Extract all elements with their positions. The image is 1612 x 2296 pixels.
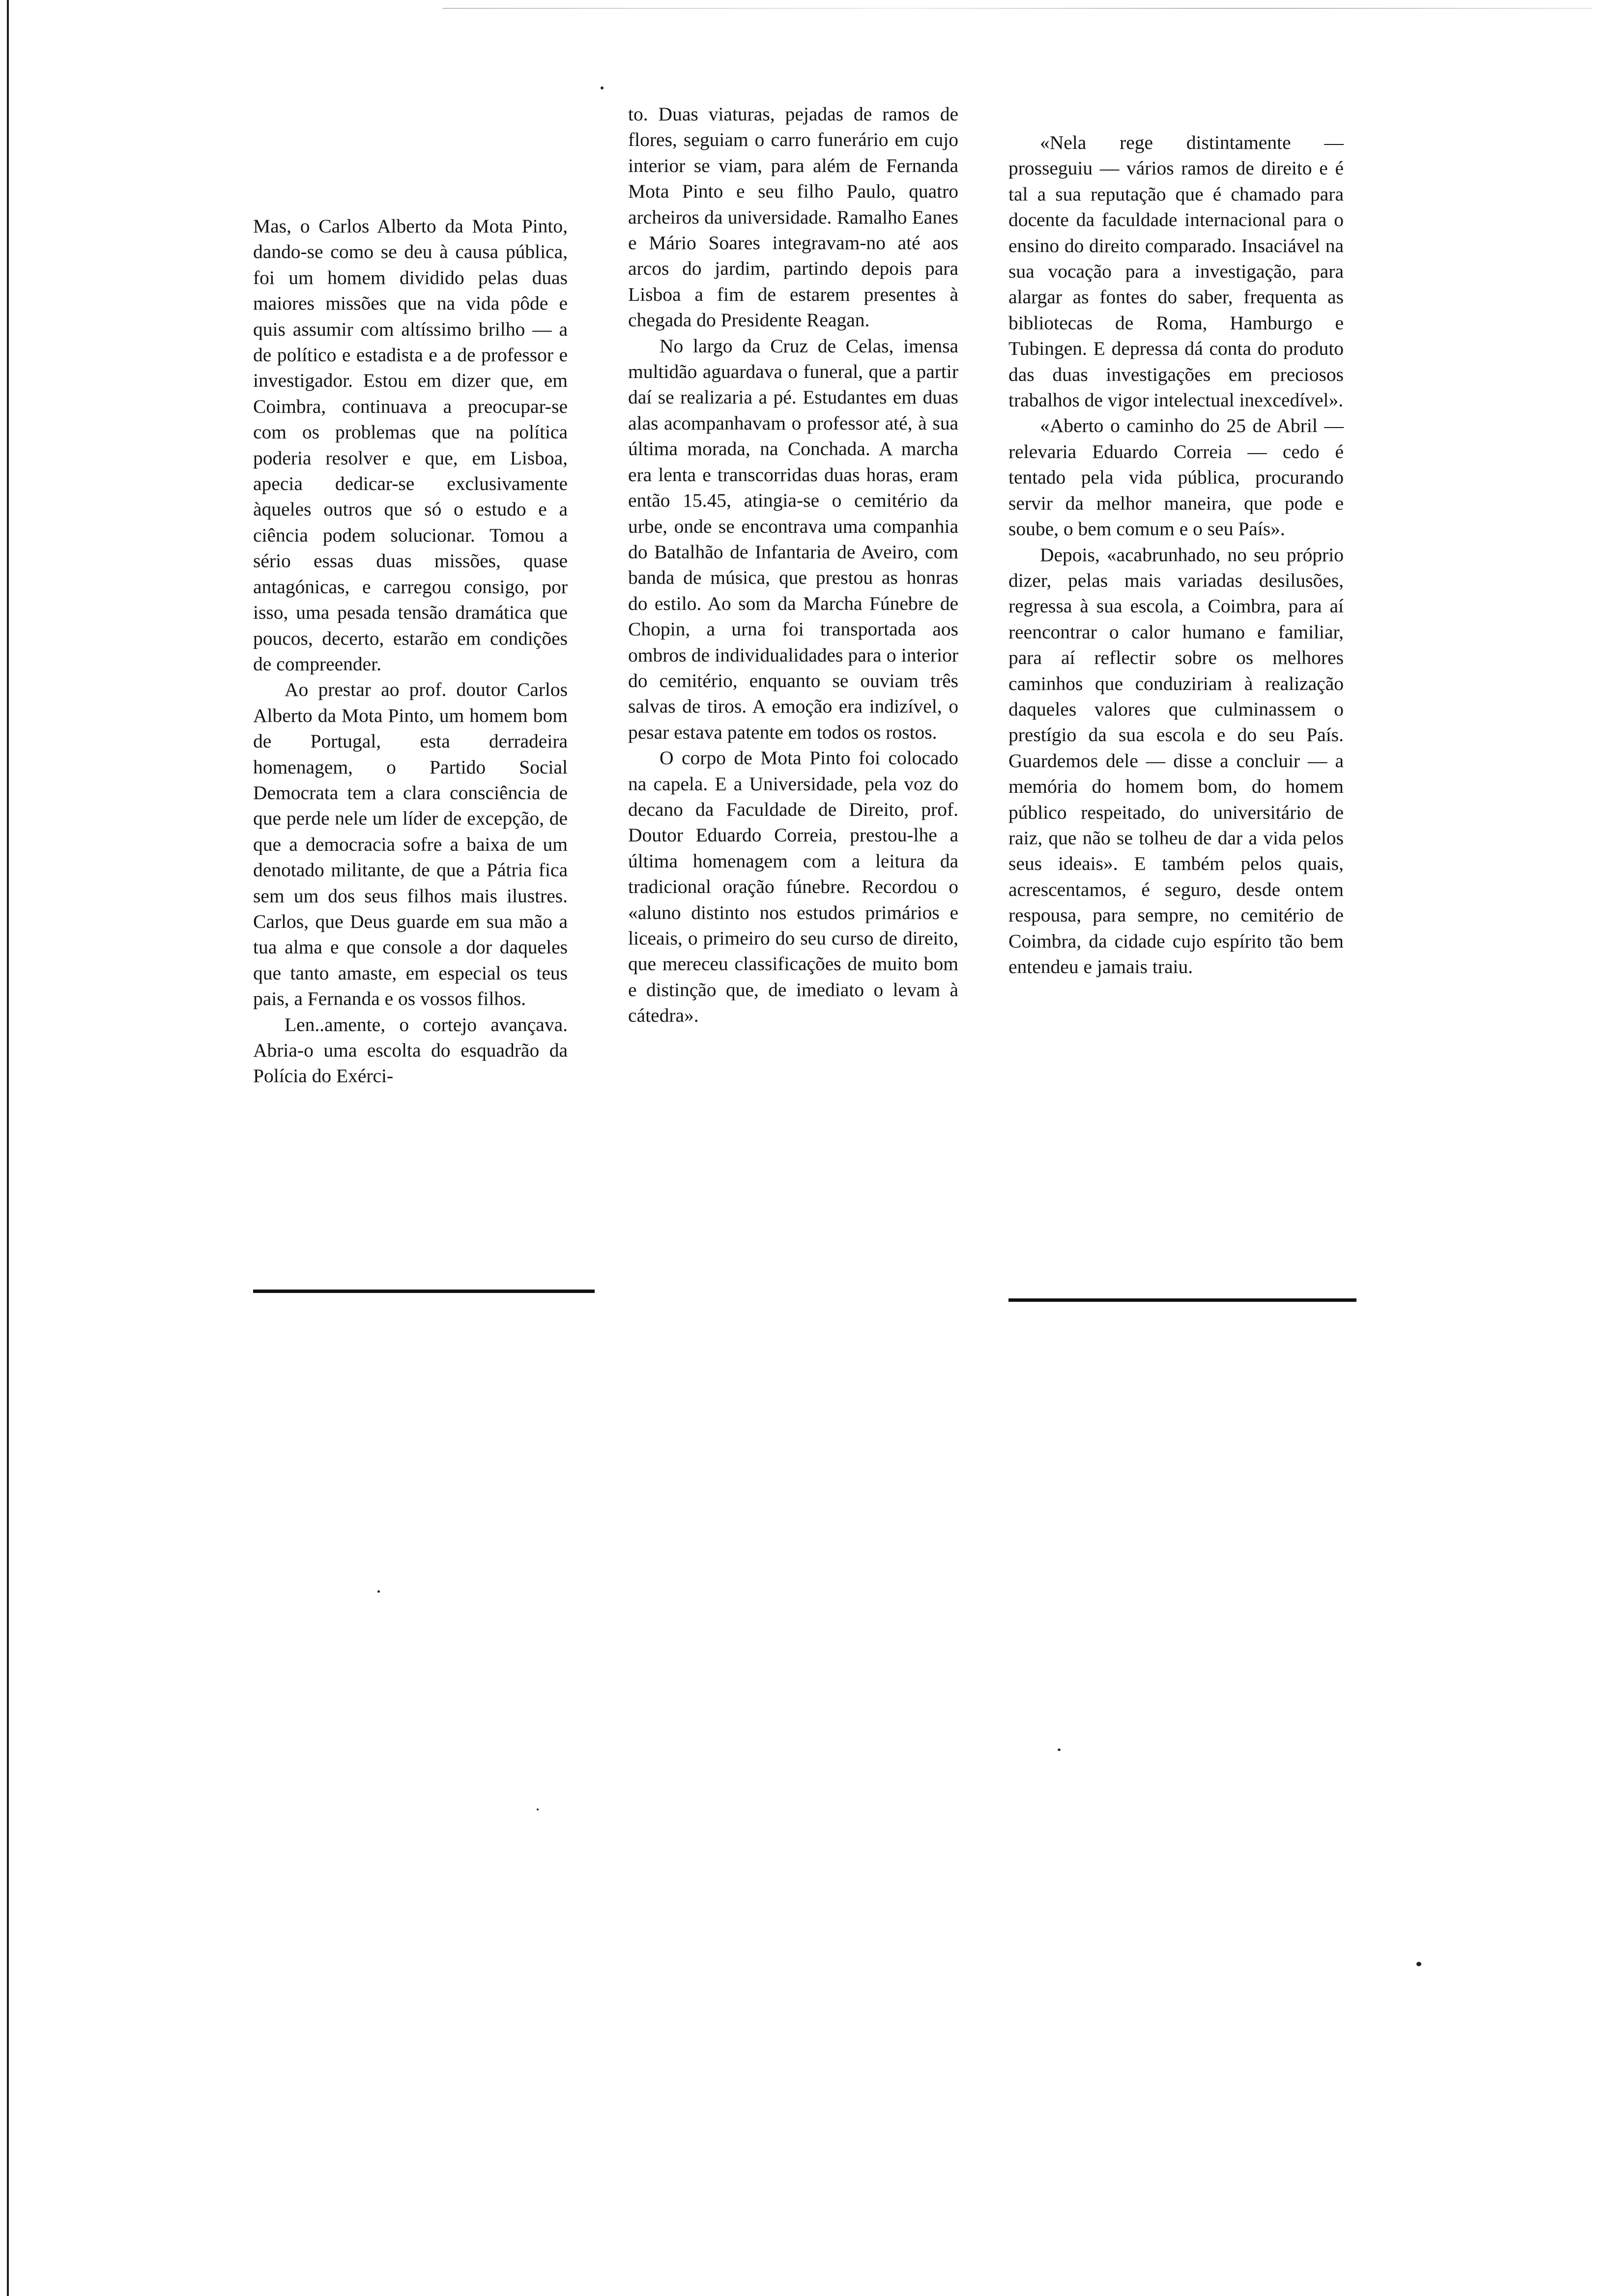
paragraph: «Aberto o caminho do 25 de Abril — relevaria Eduardo Correia — cedo é tentado pela vida pública, procurando servir da melhor maneira, que pode e soube, o bem comum e o seu País».	[1008, 415, 1344, 540]
paragraph: Depois, «acabrunhado, no seu próprio dizer, pelas mais variadas desilusões, regressa à sua escola, a Coimbra, para aí reencontrar o calor humano e familiar, para aí reflectir sobre os melhores caminhos que conduziriam à realização daqueles valores que culminassem o prestígio da sua escola e do seu País. Guardemos dele — disse a concluir — a memória do homem bom, do homem público respeitado, do universitário de raiz, que não se tolheu de dar a vida pelos seus ideais». E também pelos quais, acrescentamos, é seguro, desde ontem respousa, para sempre, no cemitério de Coimbra, da cidade cujo espírito tão bem entendeu e jamais traiu.	[1008, 544, 1344, 977]
paragraph: O corpo de Mota Pinto foi colocado na capela. E a Universidade, pela voz do decano da Faculdade de Direito, prof. Doutor Eduardo Correia, prestou-lhe a última homenagem com a leitura da tradicional oração fúnebre. Recordou o «aluno distinto nos estudos primários e liceais, o primeiro do seu curso de direito, que mereceu classificações de muito bom e distinção que, de imediato o levam à cátedra».	[628, 747, 958, 1027]
paragraph: Ao prestar ao prof. doutor Carlos Alberto da Mota Pinto, um homem bom de Portugal, esta derradeira homenagem, o Partido Social Democrata tem a clara consciência de que perde nele um líder de excepção, de que a democracia sofre a baixa de um denotado militante, de que a Pátria fica sem um dos seus filhos mais ilustres. Carlos, que Deus guarde em sua mão a tua alma e que console a dor daqueles que tanto amaste, em especial os teus pais, a Fernanda e os vossos filhos.	[253, 679, 568, 1010]
column-end-rule	[253, 1290, 595, 1293]
article-column-3	[1008, 130, 1344, 979]
scan-speck	[1058, 1749, 1061, 1751]
paragraph: «Nela rege distintamente — prosseguiu — vários ramos de direito e é tal a sua reputação que é chamado para docente da faculdade internacional para o ensino do direito comparado. Insaciável na sua vocação para a investigação, para alargar as fontes do saber, frequenta as bibliotecas de Roma, Hamburgo e Tubingen. E depressa dá conta do produto das duas investigações em preciosos trabalhos de vigor intelectual inexcedível».	[1008, 132, 1344, 411]
scan-left-edge	[7, 0, 9, 2296]
scan-top-edge	[442, 8, 1592, 9]
paragraph: to. Duas viaturas, pejadas de ramos de flores, seguiam o carro funerário em cujo interior se viam, para além de Fernanda Mota Pinto e seu filho Paulo, quatro archeiros da universidade. Ramalho Eanes e Mário Soares integravam-no até aos arcos do jardim, partindo depois para Lisboa a fim de estarem presentes à chegada do Presidente Reagan.	[628, 103, 958, 331]
paragraph: Len..amente, o cortejo avançava. Abria-o uma escolta do esquadrão da Polícia do Exérci-	[253, 1013, 568, 1087]
paragraph: No largo da Cruz de Celas, imensa multidão aguardava o funeral, que a partir daí se realizaria a pé. Estudantes em duas alas acompanhavam o professor até, à sua última morada, na Conchada. A marcha era lenta e transcorridas duas horas, eram então 15.45, atingia-se o cemitério da urbe, onde se encontrava uma companhia do Batalhão de Infantaria de Aveiro, com banda de música, que prestou as honras do estilo. Ao som da Marcha Fúnebre de Chopin, a urna foi transportada aos ombros de individualidades para o interior do cemitério, enquanto se ouviam três salvas de tiros. A emoção era indizível, o pesar estava patente em todos os rostos.	[628, 335, 958, 743]
article-column-1	[253, 213, 568, 1089]
scan-speck	[601, 86, 604, 89]
paragraph: Mas, o Carlos Alberto da Mota Pinto, dando-se como se deu à causa pública, foi um homem dividido pelas duas maiores missões que na vida pôde e quis assumir com altíssimo brilho — a de político e estadista e a de professor e investigador. Estou em dizer que, em Coimbra, continuava a preocupar-se com os problemas que na política poderia resolver e que, em Lisboa, apecia dedicar-se exclusivamente àqueles outros que só o estudo e a ciência podem solucionar. Tomou a sério essas duas missões, quase antagónicas, e carregou consigo, por isso, uma pesada tensão dramática que poucos, decerto, estarão em condições de compreender.	[253, 215, 568, 675]
scan-speck	[1416, 1962, 1421, 1966]
article-column-2	[628, 101, 958, 1029]
column-end-rule	[1008, 1298, 1356, 1302]
scan-speck	[537, 1808, 539, 1810]
scan-speck	[377, 1590, 380, 1593]
